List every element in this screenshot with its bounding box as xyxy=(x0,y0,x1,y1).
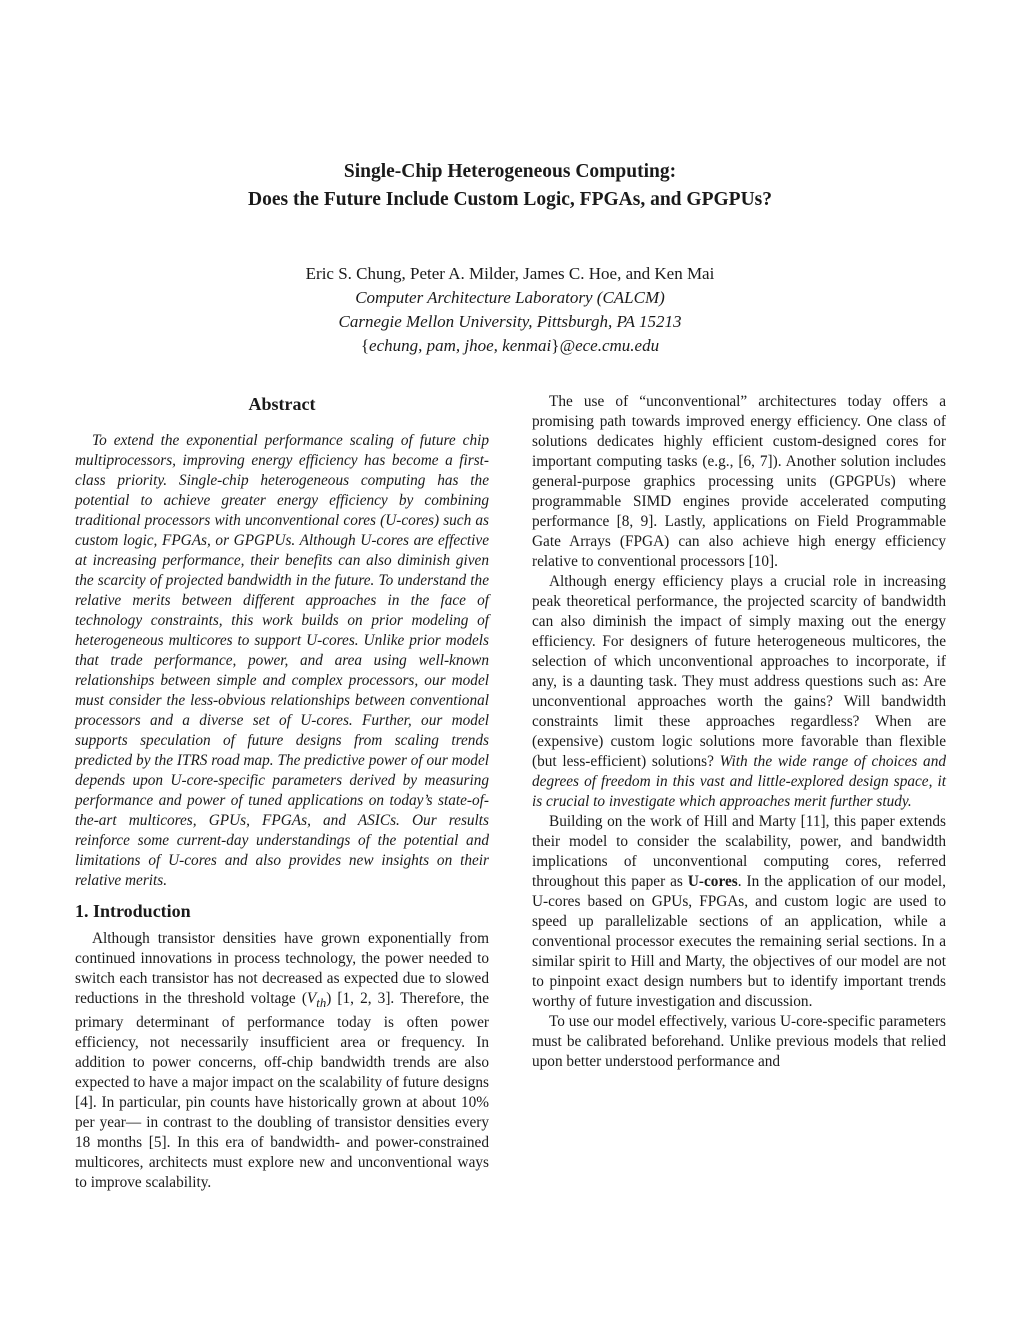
intro-paragraph-1 xyxy=(75,929,489,1193)
intro-p4-part-a: Building on the work of Hill and Marty [11], this paper extends their model to consider the scalability, power, and bandwidth implications of unconventional computing cores, referred throughout this paper as xyxy=(532,813,946,890)
intro-paragraph-3 xyxy=(532,572,946,812)
author-emails: {echung, pam, jhoe, kenmai}@ece.cmu.edu xyxy=(360,336,660,355)
intro-p1-part-b: ) [1, 2, 3]. Therefore, the primary determinant of performance today is often power efficiency, not necessarily insufficient area or frequency. In addition to power concerns, off-chip bandwidth trends are also expected to have a major impact on the scalability of future designs [4]. In particular, pin counts have historically grown at about 10% per year— in contrast to the doubling of transistor densities every 18 months [5]. In this era of bandwidth- and power-constrained multicores, architects must explore new and unconventional ways to improve scalability. xyxy=(75,990,489,1192)
title-line-2: Does the Future Include Custom Logic, FPGAs, and GPGPUs? xyxy=(248,189,772,210)
threshold-voltage-symbol: V xyxy=(306,990,317,1007)
introduction-heading: 1. Introduction xyxy=(75,901,191,921)
intro-paragraph-2: The use of “unconventional” architectures today offers a promising path towards improved energy efficiency. One class of solutions dedicates highly efficient custom-designed cores for important computing tasks (e.g., [6, 7]). Another solution includes general-purpose graphics processing units (GPGPUs) where programmable SIMD engines provide accelerated computing performance [8, 9]. Lastly, applications on Field Programmable Gate Arrays (FPGA) can also achieve high energy efficiency relative to conventional processors [10]. xyxy=(532,393,946,570)
intro-paragraph-5: To use our model effectively, various U-core-specific parameters must be calibrated beforehand. Unlike previous models that relied upon better understood performance and xyxy=(532,1013,946,1070)
intro-p3-emphasis: With the wide range of choices and degrees of freedom in this vast and little-explored design space, it is crucial to investigate which approaches merit further study. xyxy=(532,753,946,810)
abstract-text: To extend the exponential performance scaling of future chip multiprocessors, improving energy efficiency has become a first-class priority. Single-chip heterogeneous computing has the potential to achieve greater energy efficiency by combining traditional processors with unconventional cores (U-cores) such as custom logic, FPGAs, or GPGPUs. Although U-cores are effective at increasing performance, their benefits can also diminish given the scarcity of projected bandwidth in the future. To understand the relative merits between different approaches in the face of technology constraints, this work builds on prior modeling of heterogeneous multicores to support U-cores. Unlike prior models that trade performance, power, and area using well-known relationships between simple and complex processors, our model must consider the less-obvious relationships between conventional processors and a diverse set of U-cores. Further, our model supports speculation of future designs from scaling trends predicted by the ITRS road map. The predictive power of our model depends upon U-core-specific parameters derived by measuring performance and power of tuned applications on today’s state-of-the-art multicores, GPUs, FPGAs, and ASICs. Our results reinforce some current-day understandings of the potential and limitations of U-cores and also provides new insights on their relative merits. xyxy=(75,432,489,889)
intro-paragraph-4 xyxy=(532,812,946,1012)
author-names: Eric S. Chung, Peter A. Milder, James C. Hoe, and Ken Mai xyxy=(305,264,715,283)
abstract-heading: Abstract xyxy=(248,394,316,414)
author-block xyxy=(0,262,1020,358)
author-university: Carnegie Mellon University, Pittsburgh, PA 15213 xyxy=(338,312,682,331)
intro-p1-part-a: Although transistor densities have grown exponentially from continued innovations in process technology, the power needed to switch each transistor has not decreased as expected due to slowed reductions in the threshold voltage ( xyxy=(75,930,489,1007)
left-column xyxy=(75,392,489,1193)
email-domain: @ece.cmu.edu xyxy=(559,336,660,355)
intro-p3-part-a: Although energy efficiency plays a crucial role in increasing peak theoretical performance, the projected scarcity of bandwidth can also diminish the impact of simply maxing out the energy efficiency. For designers of future heterogeneous multicores, the selection of which unconventional approaches to incorporate, if any, is a daunting task. They must address questions such as: Are unconventional approaches worth the gains? Will bandwidth constraints limit these approaches regardless? When are (expensive) custom logic solutions more favorable than flexible (but less-efficient) solutions? xyxy=(532,573,946,770)
u-cores-term: U-cores xyxy=(687,873,738,890)
intro-p4-part-b: . In the application of our model, U-cores based on GPUs, FPGAs, and custom logic are used to speed up parallelizable sections of an application, while a conventional processor executes the remaining serial sections. In a similar spirit to Hill and Marty, the objectives of our model are not to pinpoint exact design numbers but to identify important trends worthy of future investigation and discussion. xyxy=(532,873,947,1010)
email-usernames: echung, pam, jhoe, kenmai xyxy=(369,336,552,355)
title-line-1: Single-Chip Heterogeneous Computing: xyxy=(343,161,677,182)
author-lab: Computer Architecture Laboratory (CALCM) xyxy=(355,288,665,307)
threshold-voltage-subscript: th xyxy=(316,996,327,1011)
right-column xyxy=(532,392,946,1072)
paper-title xyxy=(0,158,1020,214)
